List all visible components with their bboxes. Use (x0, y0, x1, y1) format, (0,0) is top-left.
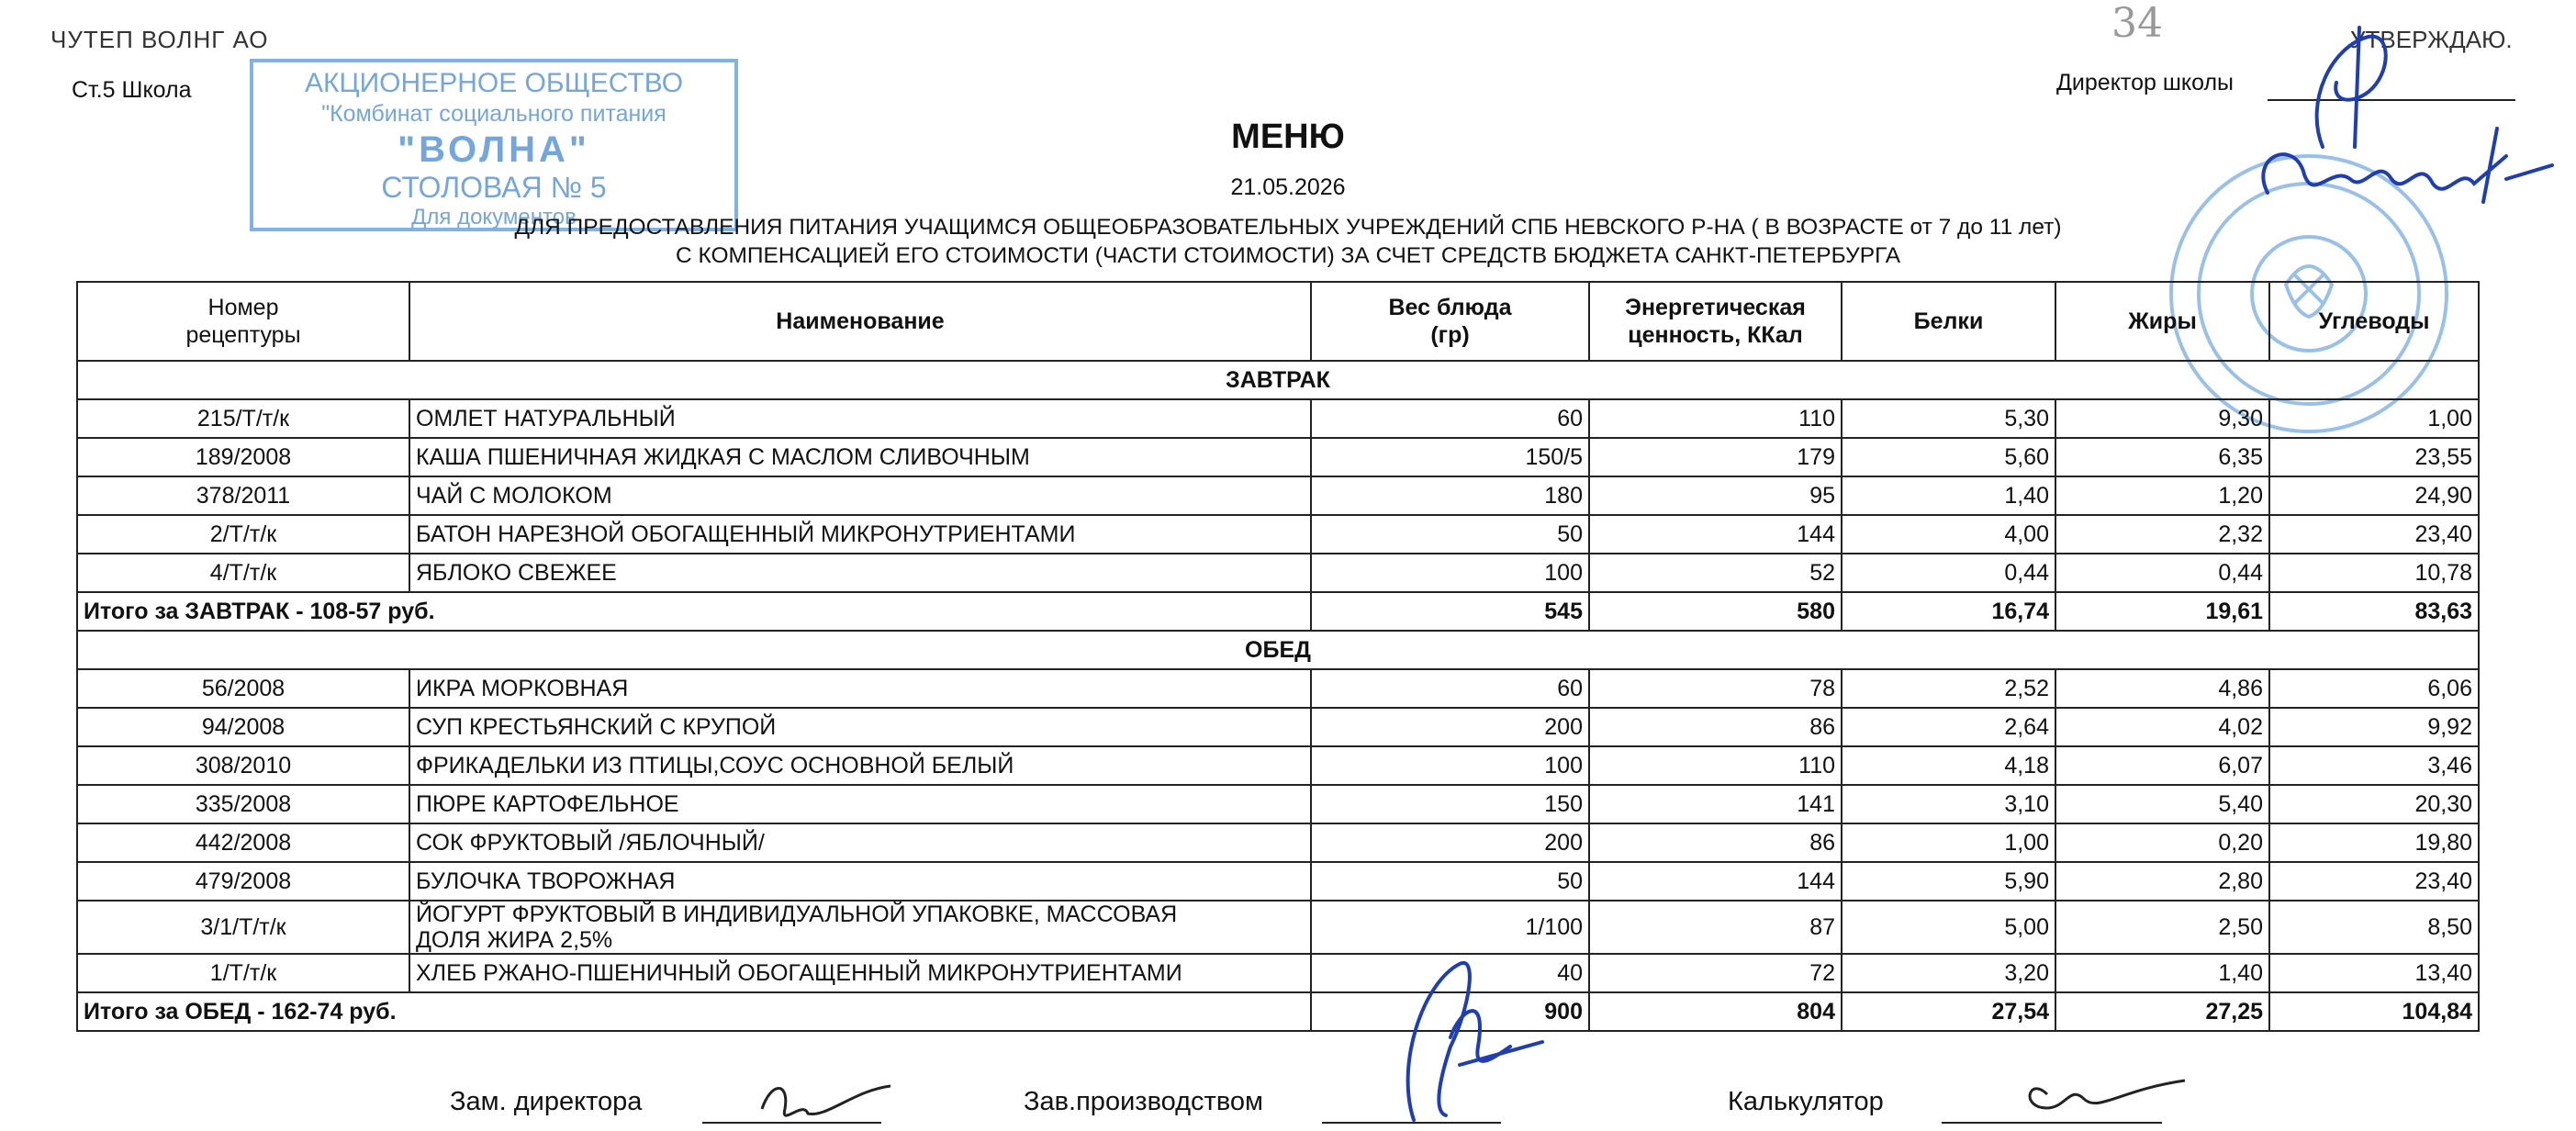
cell-name: ПЮРЕ КАРТОФЕЛЬНОЕ (409, 785, 1311, 823)
cell-fat: 4,02 (2055, 708, 2269, 746)
cell-protein: 5,90 (1842, 862, 2055, 901)
cell-energy: 144 (1589, 515, 1842, 554)
cell-weight: 40 (1311, 954, 1589, 992)
cell-energy: 179 (1589, 438, 1842, 476)
cell-carbs: 13,40 (2269, 954, 2479, 992)
column-header-fat: Жиры (2055, 282, 2269, 361)
cell-name: ФРИКАДЕЛЬКИ ИЗ ПТИЦЫ,СОУС ОСНОВНОЙ БЕЛЫЙ (409, 746, 1311, 785)
cell-code: 189/2008 (77, 438, 409, 476)
total-energy: 580 (1589, 592, 1842, 631)
cell-protein: 2,52 (1842, 669, 2055, 708)
cell-carbs: 19,80 (2269, 823, 2479, 862)
cell-energy: 86 (1589, 708, 1842, 746)
cell-code: 442/2008 (77, 823, 409, 862)
director-label: Директор школы (2056, 70, 2234, 95)
cell-protein: 2,64 (1842, 708, 2055, 746)
cell-fat: 6,07 (2055, 746, 2269, 785)
table-row (77, 554, 2479, 592)
cell-weight: 50 (1311, 862, 1589, 901)
cell-carbs: 10,78 (2269, 554, 2479, 592)
cell-fat: 1,40 (2055, 954, 2269, 992)
table-row (77, 438, 2479, 476)
cell-fat: 2,32 (2055, 515, 2269, 554)
total-energy: 804 (1589, 992, 1842, 1031)
school-label: Ст.5 Школа (72, 77, 192, 103)
table-row (77, 399, 2479, 438)
table-row (77, 823, 2479, 862)
cell-name: БУЛОЧКА ТВОРОЖНАЯ (409, 862, 1311, 901)
subtitle-line: ДЛЯ ПРЕДОСТАВЛЕНИЯ ПИТАНИЯ УЧАЩИМСЯ ОБЩЕОБРАЗОВАТЕЛЬНЫХ УЧРЕЖДЕНИЙ СПБ НЕВСКОГО Р-НА ( В ВОЗРАСТЕ от 7 до 11 лет) (514, 215, 2062, 240)
column-header-weight (1311, 282, 1589, 361)
cell-weight: 100 (1311, 746, 1589, 785)
cell-name: ЧАЙ С МОЛОКОМ (409, 476, 1311, 515)
cell-code: 215/Т/т/к (77, 399, 409, 438)
stamp-line: Для документов (411, 205, 577, 230)
cell-carbs: 6,06 (2269, 669, 2479, 708)
cell-carbs: 3,46 (2269, 746, 2479, 785)
cell-code: 3/1/Т/т/к (77, 901, 409, 954)
cell-name: СУП КРЕСТЬЯНСКИЙ С КРУПОЙ (409, 708, 1311, 746)
cell-code: 479/2008 (77, 862, 409, 901)
cell-protein: 3,20 (1842, 954, 2055, 992)
section-title: ОБЕД (77, 631, 2479, 669)
cell-weight: 200 (1311, 823, 1589, 862)
cell-name: ИКРА МОРКОВНАЯ (409, 669, 1311, 708)
cell-carbs: 1,00 (2269, 399, 2479, 438)
cell-name: ХЛЕБ РЖАНО-ПШЕНИЧНЫЙ ОБОГАЩЕННЫЙ МИКРОНУТРИЕНТАМИ (409, 954, 1311, 992)
column-header-text: рецептуры (185, 322, 301, 348)
cell-energy: 141 (1589, 785, 1842, 823)
cell-name-line: ДОЛЯ ЖИРА 2,5% (416, 927, 613, 953)
table-row (77, 785, 2479, 823)
total-carbs: 104,84 (2269, 992, 2479, 1031)
page-title: МЕНЮ (1231, 118, 1345, 156)
cell-code: 308/2010 (77, 746, 409, 785)
cell-name: ОМЛЕТ НАТУРАЛЬНЫЙ (409, 399, 1311, 438)
cell-energy: 95 (1589, 476, 1842, 515)
cell-carbs: 23,40 (2269, 515, 2479, 554)
total-weight: 900 (1311, 992, 1589, 1031)
total-label: Итого за ОБЕД - 162-74 руб. (77, 992, 1311, 1031)
table-row (77, 708, 2479, 746)
column-header-carbs: Углеводы (2269, 282, 2479, 361)
table-row (77, 862, 2479, 901)
total-protein: 27,54 (1842, 992, 2055, 1031)
cell-protein: 5,30 (1842, 399, 2055, 438)
cell-weight: 200 (1311, 708, 1589, 746)
total-fat: 27,25 (2055, 992, 2269, 1031)
stamp-line: "Комбинат социального питания (321, 101, 666, 127)
cell-code: 94/2008 (77, 708, 409, 746)
cell-fat: 0,44 (2055, 554, 2269, 592)
cell-fat: 0,20 (2055, 823, 2269, 862)
cell-weight: 60 (1311, 399, 1589, 438)
cell-weight: 50 (1311, 515, 1589, 554)
cell-fat: 9,30 (2055, 399, 2269, 438)
cell-energy: 87 (1589, 901, 1842, 954)
cell-carbs: 8,50 (2269, 901, 2479, 954)
cell-energy: 78 (1589, 669, 1842, 708)
cell-name-line: ЙОГУРТ ФРУКТОВЫЙ В ИНДИВИДУАЛЬНОЙ УПАКОВКЕ, МАССОВАЯ (416, 901, 1178, 927)
cell-code: 2/Т/т/к (77, 515, 409, 554)
cell-fat: 1,20 (2055, 476, 2269, 515)
total-label: Итого за ЗАВТРАК - 108-57 руб. (77, 592, 1311, 631)
cell-name: КАША ПШЕНИЧНАЯ ЖИДКАЯ С МАСЛОМ СЛИВОЧНЫМ (409, 438, 1311, 476)
table-row (77, 954, 2479, 992)
total-row-lunch (77, 992, 2479, 1031)
cell-energy: 110 (1589, 746, 1842, 785)
table-row (77, 669, 2479, 708)
cell-fat: 2,50 (2055, 901, 2269, 954)
column-header-text: Вес блюда (1388, 295, 1512, 320)
menu-date: 21.05.2026 (1230, 174, 1346, 200)
section-title: ЗАВТРАК (77, 361, 2479, 399)
cell-weight: 100 (1311, 554, 1589, 592)
subtitle-line: С КОМПЕНСАЦИЕЙ ЕГО СТОИМОСТИ (ЧАСТИ СТОИМОСТИ) ЗА СЧЕТ СРЕДСТВ БЮДЖЕТА САНКТ-ПЕТЕРБУРГА (675, 243, 1901, 268)
organization-header: ЧУТЕП ВОЛНГ АО (50, 26, 269, 53)
cell-name: СОК ФРУКТОВЫЙ /ЯБЛОЧНЫЙ/ (409, 823, 1311, 862)
cell-protein: 1,00 (1842, 823, 2055, 862)
total-fat: 19,61 (2055, 592, 2269, 631)
cell-weight: 180 (1311, 476, 1589, 515)
production-signature (1359, 955, 1579, 1129)
cell-protein: 5,60 (1842, 438, 2055, 476)
column-header-text: Энергетическая (1625, 295, 1806, 320)
cell-energy: 72 (1589, 954, 1842, 992)
column-header-text: (гр) (1430, 322, 1470, 348)
cell-fat: 4,86 (2055, 669, 2269, 708)
column-header-energy (1589, 282, 1842, 361)
cell-protein: 1,40 (1842, 476, 2055, 515)
cell-protein: 5,00 (1842, 901, 2055, 954)
calculator-signature (2010, 1067, 2194, 1127)
section-row-lunch (77, 631, 2479, 669)
table-row (77, 476, 2479, 515)
column-header-protein: Белки (1842, 282, 2055, 361)
stamp-line: СТОЛОВАЯ № 5 (381, 171, 607, 204)
cell-carbs: 24,90 (2269, 476, 2479, 515)
cell-protein: 0,44 (1842, 554, 2055, 592)
column-header-code (77, 282, 409, 361)
cell-fat: 5,40 (2055, 785, 2269, 823)
total-carbs: 83,63 (2269, 592, 2479, 631)
cell-name: ЯБЛОКО СВЕЖЕЕ (409, 554, 1311, 592)
cell-weight: 150/5 (1311, 438, 1589, 476)
table-row (77, 901, 2479, 954)
cell-code: 1/Т/т/к (77, 954, 409, 992)
total-row-breakfast (77, 592, 2479, 631)
production-manager-label: Зав.производством (1024, 1087, 1263, 1116)
cell-protein: 4,00 (1842, 515, 2055, 554)
cell-energy: 110 (1589, 399, 1842, 438)
menu-table (76, 281, 2480, 1032)
table-header-row (77, 282, 2479, 361)
total-weight: 545 (1311, 592, 1589, 631)
cell-weight: 150 (1311, 785, 1589, 823)
approve-label: УТВЕРЖДАЮ. (2350, 26, 2513, 53)
deputy-signature (753, 1072, 900, 1131)
cell-name: БАТОН НАРЕЗНОЙ ОБОГАЩЕННЫЙ МИКРОНУТРИЕНТАМИ (409, 515, 1311, 554)
section-row-breakfast (77, 361, 2479, 399)
stamp-line: "ВОЛНА" (398, 129, 590, 170)
table-row (77, 746, 2479, 785)
cell-code: 4/Т/т/к (77, 554, 409, 592)
cell-code: 335/2008 (77, 785, 409, 823)
stamp-line: АКЦИОНЕРНОЕ ОБЩЕСТВО (304, 68, 684, 98)
cell-carbs: 20,30 (2269, 785, 2479, 823)
cell-weight: 1/100 (1311, 901, 1589, 954)
cell-energy: 144 (1589, 862, 1842, 901)
column-header-name: Наименование (409, 282, 1311, 361)
cell-fat: 2,80 (2055, 862, 2269, 901)
cell-code: 56/2008 (77, 669, 409, 708)
table-row (77, 515, 2479, 554)
cell-energy: 52 (1589, 554, 1842, 592)
calculator-label: Калькулятор (1728, 1087, 1884, 1116)
column-header-text: ценность, ККал (1628, 322, 1803, 348)
cell-protein: 4,18 (1842, 746, 2055, 785)
deputy-director-label: Зам. директора (450, 1087, 643, 1116)
column-header-text: Номер (207, 295, 279, 320)
page-number: 34 (2111, 0, 2163, 47)
cell-code: 378/2011 (77, 476, 409, 515)
cell-name (409, 901, 1311, 954)
cell-energy: 86 (1589, 823, 1842, 862)
cell-carbs: 23,55 (2269, 438, 2479, 476)
cell-carbs: 9,92 (2269, 708, 2479, 746)
cell-protein: 3,10 (1842, 785, 2055, 823)
cell-carbs: 23,40 (2269, 862, 2479, 901)
cell-weight: 60 (1311, 669, 1589, 708)
cell-fat: 6,35 (2055, 438, 2269, 476)
total-protein: 16,74 (1842, 592, 2055, 631)
